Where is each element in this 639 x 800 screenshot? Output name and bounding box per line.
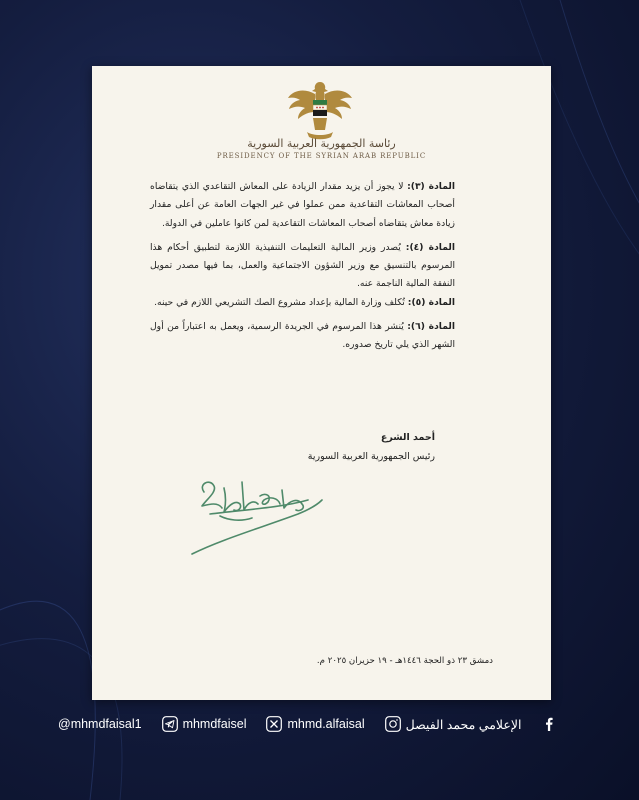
telegram-link[interactable] [58,717,142,731]
article-label: المادة (٦): [407,321,455,333]
facebook-icon [541,716,557,732]
telegram-handle: @mhmdfaisal1 [58,717,142,731]
article-label: المادة (٤): [405,241,455,253]
facebook-name: الإعلامي محمد الفيصل [405,717,522,732]
article-5 [150,294,455,312]
article-text: تُكلف وزارة المالية بإعداد مشروع الصك التشريعي اللازم في حينه. [154,296,408,308]
decree-body [150,178,455,355]
decree-page [92,66,551,700]
article-text: يُنشر هذا المرسوم في الجريدة الرسمية، ويعمل به اعتباراً من أول الشهر الذي يلي تاريخ صدوره. [150,321,455,351]
article-4 [150,239,455,294]
x-icon [266,716,282,732]
presidency-title-english: PRESIDENCY OF THE SYRIAN ARAB REPUBLIC [216,152,427,160]
signer-title: رئيس الجمهورية العربية السورية [307,451,435,462]
handwritten-signature [180,470,330,562]
facebook-link[interactable] [535,716,557,732]
presidency-title-arabic: رئاسة الجمهورية العربية السورية [247,137,396,150]
x-handle: mhmdfaisel [182,717,247,731]
article-text: يُصدر وزير المالية التعليمات التنفيذية اللازمة لتطبيق أحكام هذا المرسوم بالتنسيق مع وزير الشؤون الاجتماعية والعمل، بما فيها مصدر تمويل النفقة المالية الناجمة عنه. [150,241,455,290]
article-label: المادة (٥): [407,296,455,308]
signature-block [235,432,435,462]
syrian-eagle-emblem [285,78,355,144]
article-3 [150,178,455,233]
instagram-handle: mhmd.alfaisal [287,717,365,731]
article-6 [150,318,455,355]
instagram-icon [385,716,401,732]
x-link[interactable] [260,716,364,732]
signer-name: أحمد الشرع [380,432,435,443]
social-links-bar [58,712,571,736]
instagram-link[interactable] [379,716,522,732]
article-label: المادة (٣): [407,181,455,192]
date-line: دمشق ٢٣ ذو الحجة ١٤٤٦هـ - ١٩ حزيران ٢٠٢٥ م. [316,656,493,666]
telegram-channel-link[interactable] [156,716,247,732]
telegram-icon [162,716,178,732]
article-text: لا يجوز أن يزيد مقدار الزيادة على المعاش التقاعدي الذي يتقاضاه أصحاب المعاشات التقاعدية ممن عملوا في غير الجهات العامة عن أعلى مقدار زيادة معاش يتقاضاه أصحاب المعاشات التقاعدية لمن كانوا عاملين في الدولة. [150,181,455,229]
